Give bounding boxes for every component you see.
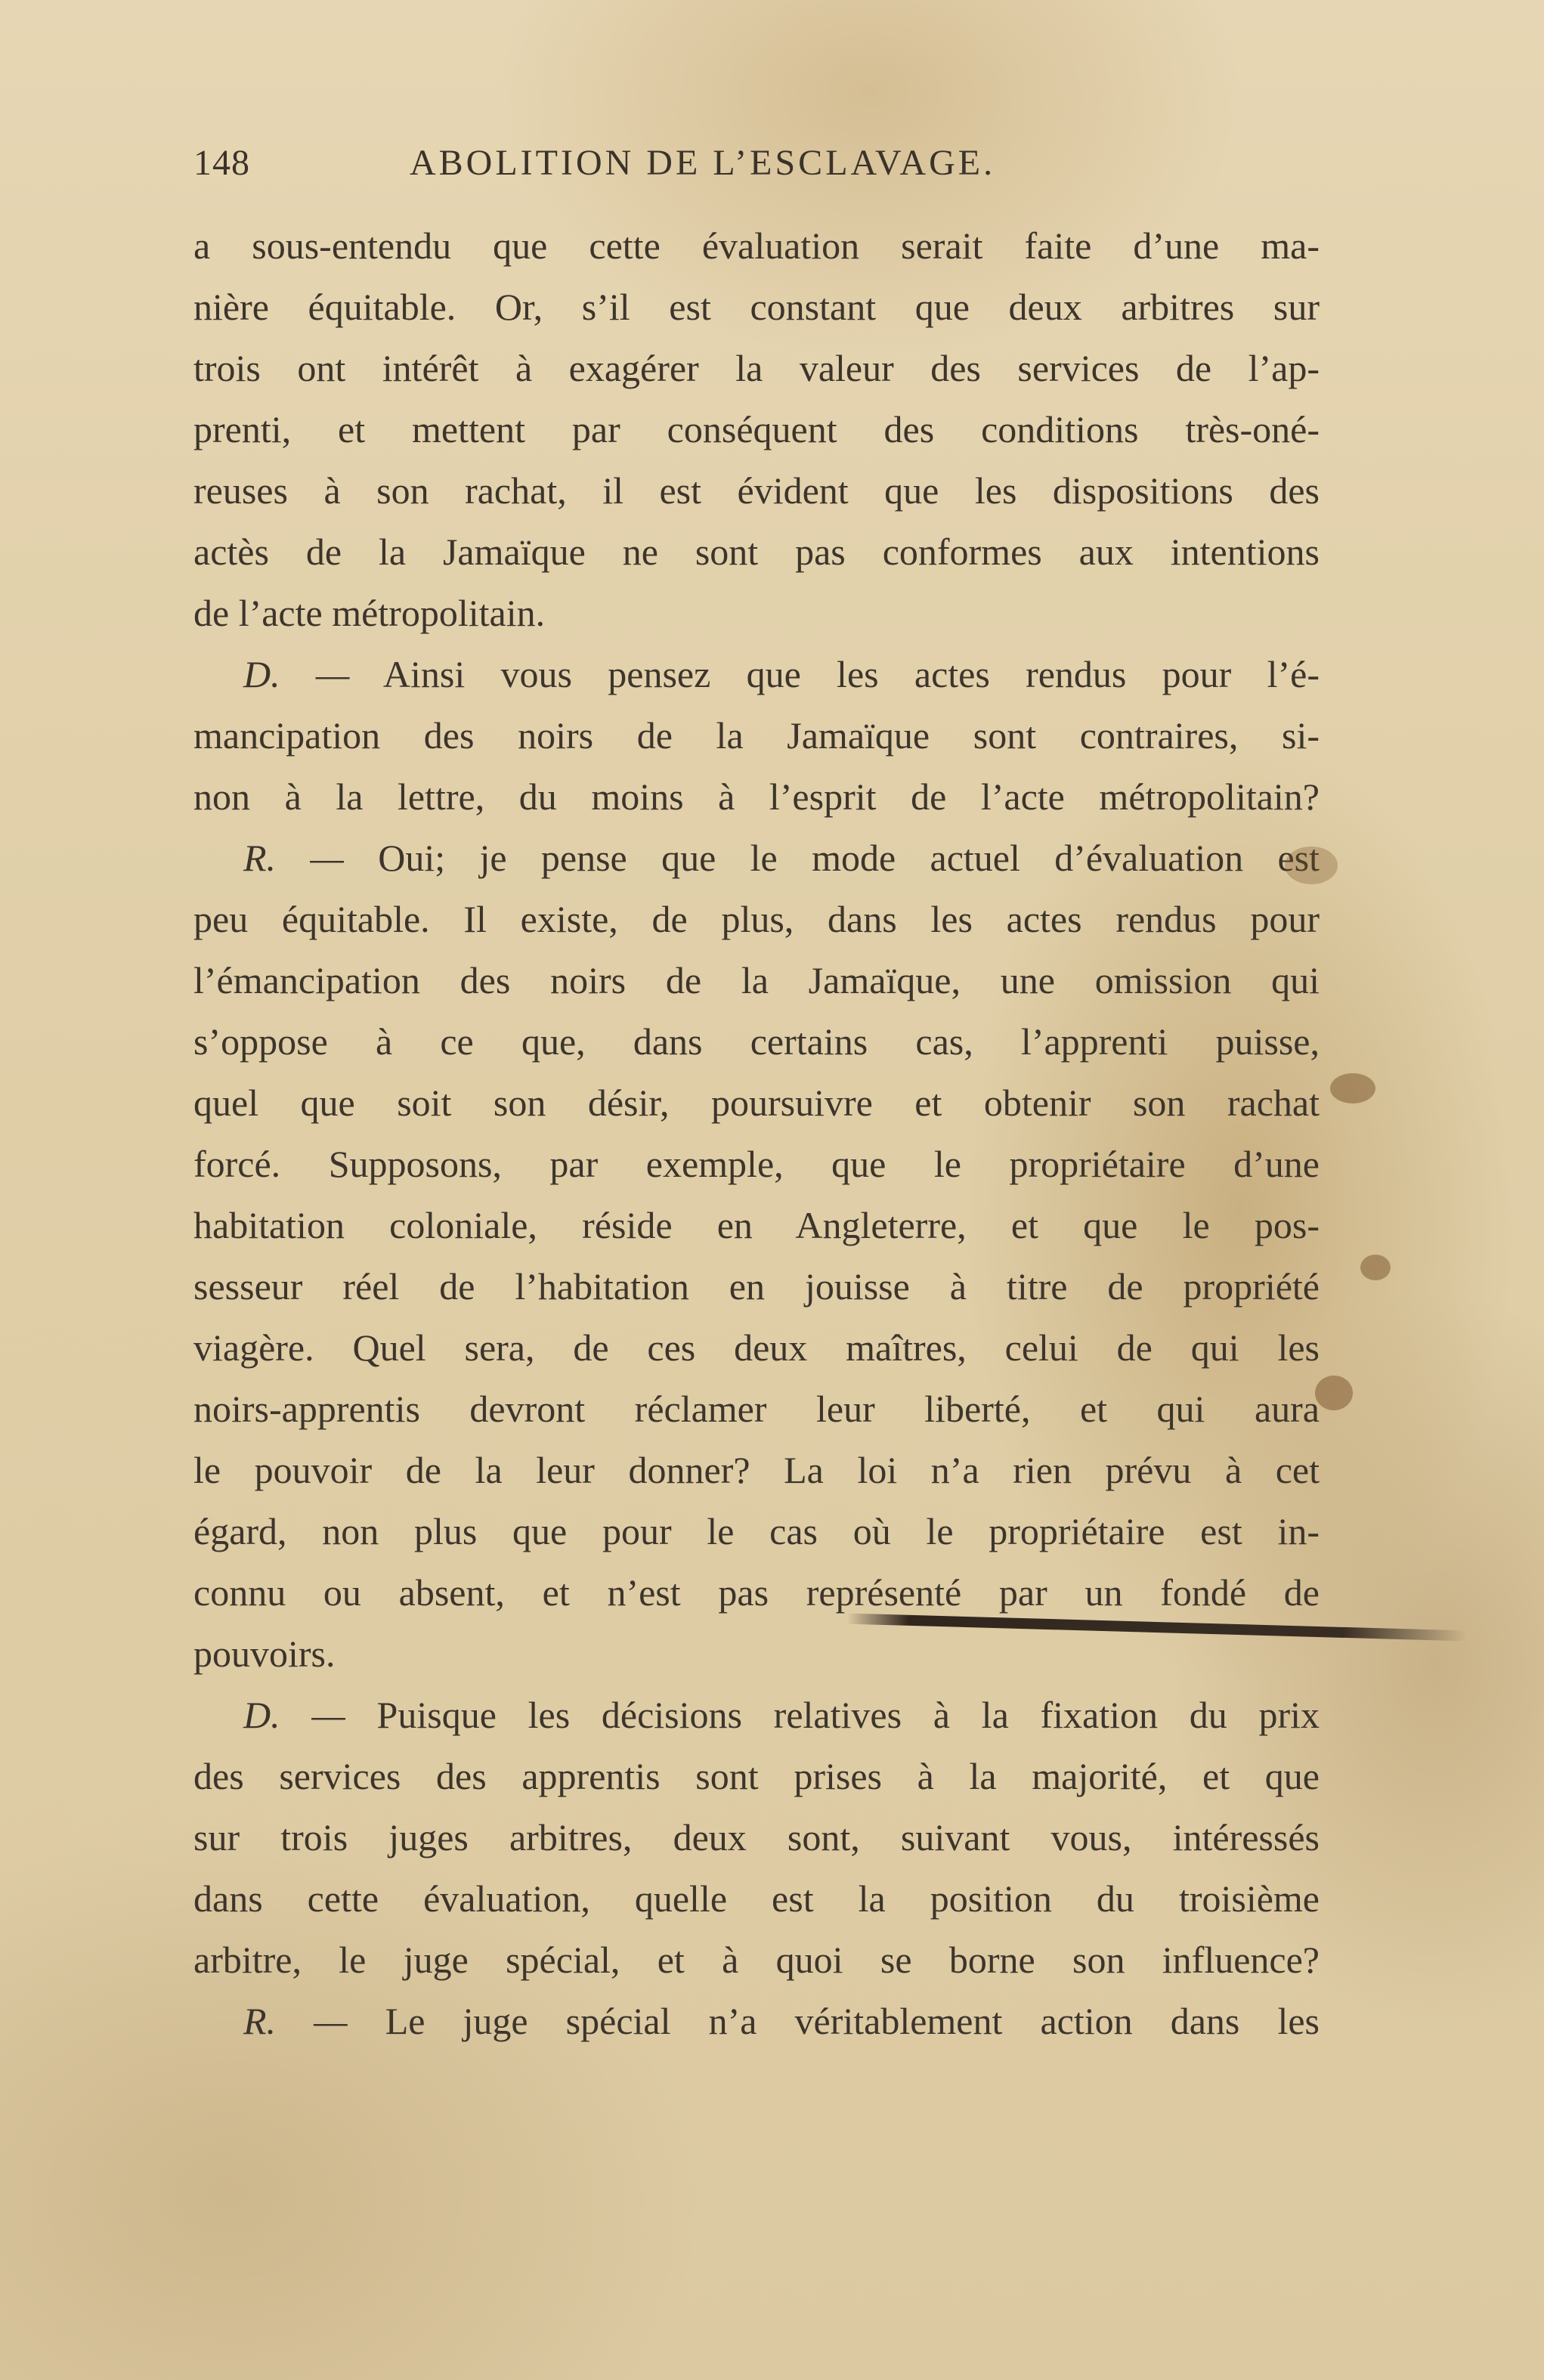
page-header (193, 142, 1327, 203)
text-line: habitation coloniale, réside en Angleterre, et que le pos- (193, 1204, 1320, 1246)
text-line: sesseur réel de l’habitation en jouisse à titre de propriété (193, 1265, 1320, 1308)
text-line: reuses à son rachat, il est évident que les dispositions des (193, 469, 1320, 512)
text-line: trois ont intérêt à exagérer la valeur des services de l’ap- (193, 347, 1320, 389)
stain-spot (1330, 1073, 1375, 1103)
text-line: forcé. Supposons, par exemple, que le propriétaire d’une (193, 1143, 1320, 1185)
text-line: non à la lettre, du moins à l’esprit de l’acte métropolitain? (193, 775, 1320, 818)
dialogue-line (193, 1685, 1320, 1746)
text-line: égard, non plus que pour le cas où le propriétaire est in- (193, 1510, 1320, 1552)
text-line: le pouvoir de la leur donner? La loi n’a rien prévu à cet (193, 1449, 1320, 1491)
stain-spot (1315, 1376, 1353, 1410)
text-line: noirs-apprentis devront réclamer leur liberté, et qui aura (193, 1388, 1320, 1430)
running-title: ABOLITION DE L’ESCLAVAGE. (410, 143, 996, 183)
page-number: 148 (193, 143, 250, 183)
dialogue-line (193, 644, 1320, 705)
text-line: mancipation des noirs de la Jamaïque sont contraires, si- (193, 714, 1320, 757)
text-line: pouvoirs. (193, 1633, 336, 1675)
text-line: prenti, et mettent par conséquent des conditions très-oné- (193, 408, 1320, 450)
speaker-label: R. — (243, 837, 344, 879)
text-span: Ainsi vous pensez que les actes rendus pour l’é- (382, 653, 1320, 695)
dialogue-line (193, 1991, 1320, 2052)
text-span: Le juge spécial n’a véritablement action dans les (385, 2000, 1320, 2042)
text-line: viagère. Quel sera, de ces deux maîtres, celui de qui les (193, 1326, 1320, 1369)
dialogue-line (193, 828, 1320, 889)
body-text (193, 215, 1320, 2052)
text-line: actès de la Jamaïque ne sont pas conformes aux intentions (193, 531, 1320, 573)
speaker-label: R. — (243, 2000, 348, 2042)
text-line: quel que soit son désir, poursuivre et obtenir son rachat (193, 1082, 1320, 1124)
text-line: l’émancipation des noirs de la Jamaïque, une omission qui (193, 959, 1320, 1001)
text-line: s’oppose à ce que, dans certains cas, l’apprenti puisse, (193, 1020, 1320, 1063)
text-line: de l’acte métropolitain. (193, 592, 546, 634)
text-line: peu équitable. Il existe, de plus, dans les actes rendus pour (193, 898, 1320, 940)
text-line: sur trois juges arbitres, deux sont, suivant vous, intéressés (193, 1816, 1320, 1859)
text-line: dans cette évaluation, quelle est la position du troisième (193, 1877, 1320, 1920)
speaker-label: D. — (243, 1694, 345, 1736)
text-line: connu ou absent, et n’est pas représenté par un fondé de (193, 1571, 1320, 1614)
text-line: nière équitable. Or, s’il est constant que deux arbitres sur (193, 286, 1320, 328)
stain-spot (1285, 846, 1338, 884)
text-line: a sous-entendu que cette évaluation serait faite d’une ma- (193, 224, 1320, 267)
text-line: arbitre, le juge spécial, et à quoi se borne son influence? (193, 1939, 1320, 1981)
text-span: Oui; je pense que le mode actuel d’évaluation est (378, 837, 1320, 879)
text-line: des services des apprentis sont prises à la majorité, et que (193, 1755, 1320, 1797)
text-span: Puisque les décisions relatives à la fixation du prix (376, 1694, 1320, 1736)
speaker-label: D. — (243, 653, 350, 695)
stain-spot (1360, 1255, 1391, 1280)
